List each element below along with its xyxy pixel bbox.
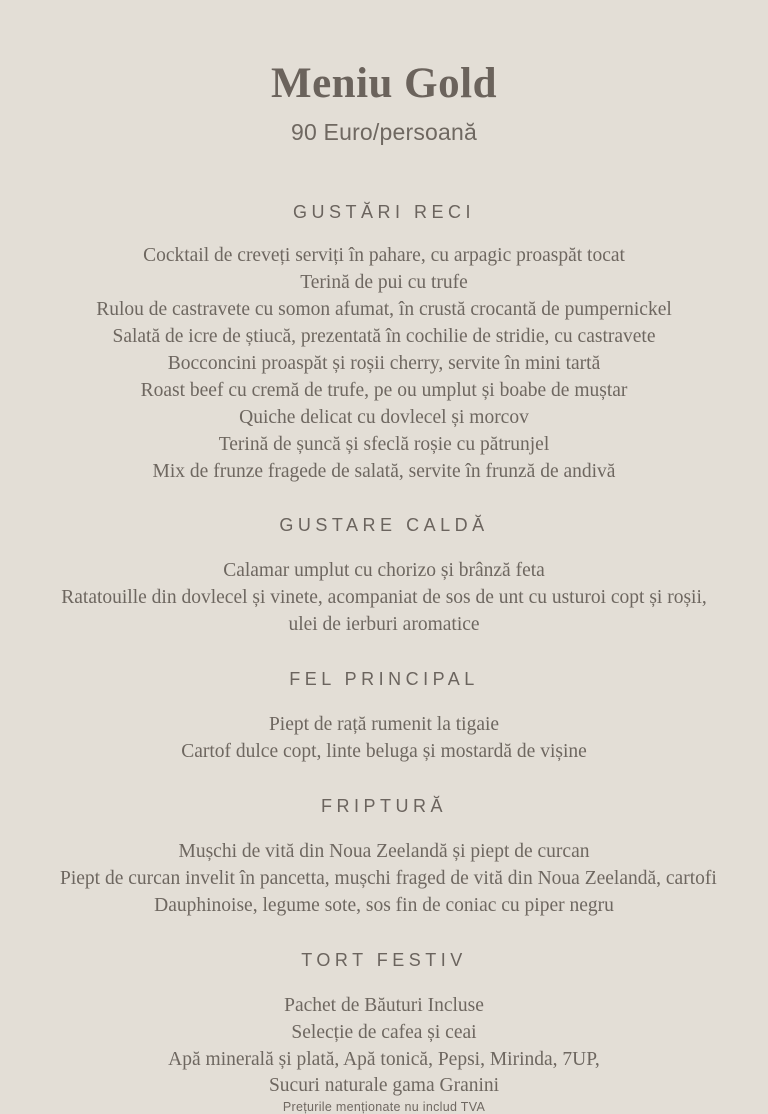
menu-item: Terină de șuncă și sfeclă roșie cu pătrunjel [218, 433, 550, 455]
page-title: Meniu Gold [270, 60, 497, 107]
section-items [60, 993, 708, 1101]
menu-item: Selecție de cafea și ceai [291, 1021, 477, 1043]
footer-note: Prețurile menționate nu includ TVA [282, 1100, 486, 1114]
menu-item: Bocconcini proaspăt și roșii cherry, servite în mini tartă [167, 352, 601, 374]
menu-item: ulei de ierburi aromatice [288, 614, 480, 636]
menu-item: Quiche delicat cu dovlecel și morcov [239, 406, 529, 428]
menu-item: Piept de rață rumenit la tigaie [268, 714, 500, 736]
menu-item: Cartof dulce copt, linte beluga și mostardă de vișine [181, 741, 587, 763]
menu-item: Piept de curcan invelit în pancetta, mușchi fraged de vită din Noua Zeelandă, cartofi [60, 867, 717, 889]
section-friptura [60, 795, 717, 920]
section-tort-festiv [60, 950, 708, 1101]
section-heading: FRIPTURĂ [321, 795, 447, 816]
menu-item: Mix de frunze fragede de salată, servite în frunză de andivă [152, 460, 616, 482]
section-heading: TORT FESTIV [301, 949, 467, 970]
section-gustare-calda [60, 515, 708, 639]
menu-item: Rulou de castravete cu somon afumat, în crustă crocantă de pumpernickel [96, 299, 672, 321]
section-items [60, 839, 717, 920]
menu-item: Calamar umplut cu chorizo și brânză feta [223, 560, 545, 582]
menu-item: Salată de icre de știucă, prezentată în cochilie de stridie, cu castravete [112, 326, 656, 348]
menu-price: 90 Euro/persoană [290, 119, 478, 146]
section-heading: GUSTARE CALDĂ [279, 515, 489, 536]
section-items [60, 243, 708, 485]
menu-item: Apă minerală și plată, Apă tonică, Pepsi, Mirinda, 7UP, [168, 1048, 600, 1070]
section-heading: FEL PRINCIPAL [289, 669, 479, 690]
menu-item: Ratatouille din dovlecel și vinete, acompaniat de sos de unt cu usturoi copt și roșii, [61, 587, 707, 609]
menu-item: Cocktail de creveți serviți în pahare, cu arpagic proaspăt tocat [143, 245, 625, 267]
section-fel-principal [60, 669, 708, 766]
menu-item: Terină de pui cu trufe [300, 272, 468, 294]
menu-item: Dauphinoise, legume sote, sos fin de coniac cu piper negru [154, 894, 614, 916]
menu-item: Mușchi de vită din Noua Zeelandă și piept de curcan [178, 840, 590, 862]
menu-item: Pachet de Băuturi Incluse [284, 994, 484, 1016]
section-heading: GUSTĂRI RECI [292, 202, 475, 223]
menu-item: Sucuri naturale gama Granini [268, 1075, 500, 1097]
section-items [60, 558, 708, 639]
section-items [60, 712, 708, 766]
menu-item: Roast beef cu cremă de trufe, pe ou umplut și boabe de muștar [140, 379, 628, 401]
section-gustari-reci [60, 202, 708, 485]
